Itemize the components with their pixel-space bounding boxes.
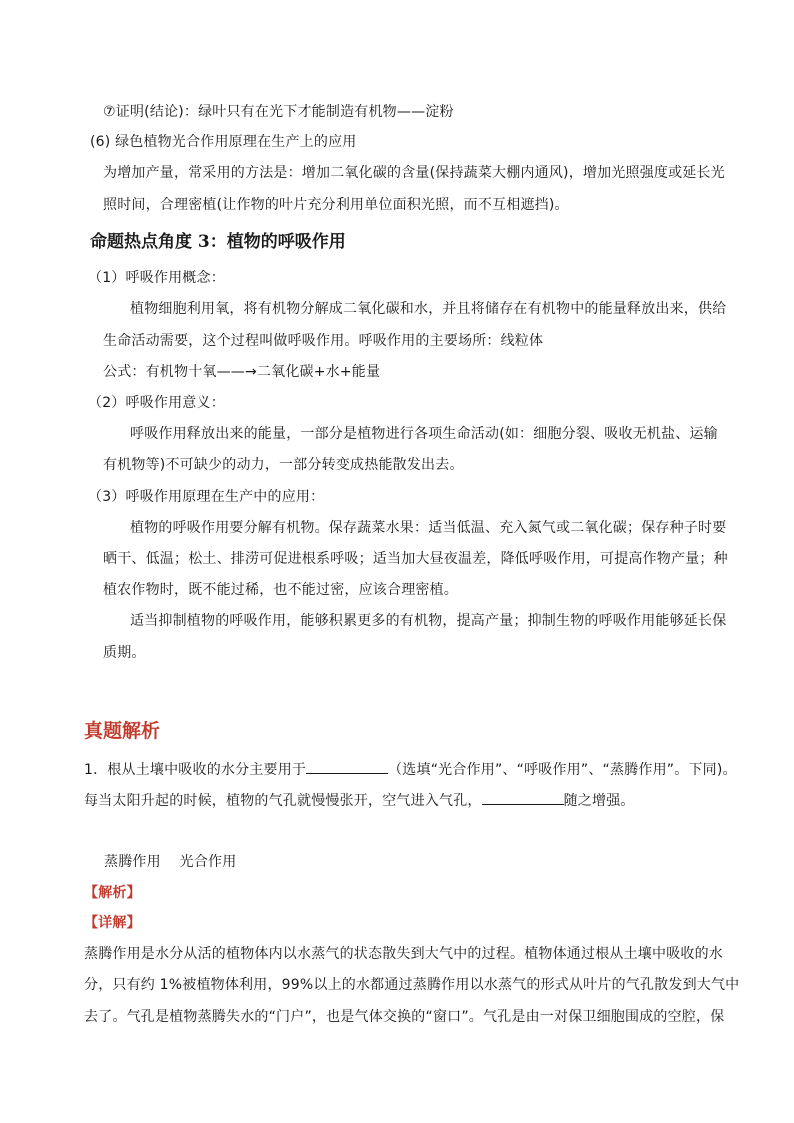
paragraph-line: 晒干、低温；松土、排涝可促进根系呼吸；适当加大昼夜温差，降低呼吸作用，可提高作物产量；种 [103, 551, 728, 567]
question-line [84, 759, 737, 780]
question-text: 每当太阳升起的时候，植物的气孔就慢慢张开，空气进入气孔， [84, 793, 482, 809]
explanation-line: 蒸腾作用是水分从活的植物体内以水蒸气的状态散失到大气中的过程。植物体通过根从土壤中吸收的水 [84, 946, 723, 962]
item-title: （1）呼吸作用概念： [88, 270, 225, 286]
item-title: （2）呼吸作用意义： [88, 395, 225, 411]
paragraph-line: 为增加产量，常采用的方法是：增加二氧化碳的含量(保持蔬菜大棚内通风)，增加光照强度或延长光 [103, 165, 725, 181]
paragraph-line: 呼吸作用释放出来的能量，一部分是植物进行各项生命活动(如：细胞分裂、吸收无机盐、运输 [130, 426, 718, 442]
paragraph-line: 照时间，合理密植(让作物的叶片充分利用单位面积光照，而不互相遮挡)。 [103, 197, 569, 213]
paragraph-line: 质期。 [103, 645, 146, 661]
explanation-line: 去了。气孔是植物蒸腾失水的“门户”，也是气体交换的“窗口”。气孔是由一对保卫细胞围成的空腔，保 [84, 1009, 725, 1025]
analysis-tag: 【解析】 [84, 885, 141, 901]
question-text: 随之增强。 [563, 793, 635, 809]
paragraph-line: 植农作物时，既不能过稀，也不能过密，应该合理密植。 [103, 582, 458, 598]
detail-tag: 【详解】 [84, 915, 141, 931]
paragraph-line: 生命活动需要，这个过程叫做呼吸作用。呼吸作用的主要场所：线粒体 [103, 333, 544, 349]
answer-text: 蒸腾作用 光合作用 [104, 854, 237, 870]
paragraph-line: 植物细胞利用氧，将有机物分解成二氧化碳和水，并且将储存在有机物中的能量释放出来，供给 [130, 301, 727, 317]
paragraph-line: 适当抑制植物的呼吸作用，能够积累更多的有机物，提高产量；抑制生物的呼吸作用能够延长保 [130, 613, 727, 629]
question-line [84, 790, 635, 811]
section-heading: 真题解析 [84, 720, 161, 742]
conclusion-line: ⑦证明(结论)：绿叶只有在光下才能制造有机物——淀粉 [103, 104, 454, 120]
paragraph-line: 植物的呼吸作用要分解有机物。保存蔬菜水果：适当低温、充入氮气或二氧化碳；保存种子时要 [130, 520, 727, 536]
topic-heading: 命题热点角度 3：植物的呼吸作用 [90, 232, 346, 252]
paragraph-line: 有机物等)不可缺少的动力，一部分转变成热能散发出去。 [103, 457, 464, 473]
item-title: （3）呼吸作用原理在生产中的应用： [88, 489, 325, 505]
answer-blank [482, 790, 564, 805]
formula-line: 公式：有机物十氧——→二氧化碳+水+能量 [103, 364, 381, 380]
question-text: （选填“光合作用”、“呼吸作用”、“蒸腾作用”。下同)。 [388, 762, 737, 778]
question-text: 1．根从土壤中吸收的水分主要用于 [84, 762, 307, 778]
subsection-title: (6) 绿色植物光合作用原理在生产上的应用 [90, 134, 357, 150]
answer-blank [306, 759, 388, 774]
explanation-line: 分，只有约 1%被植物体利用，99%以上的水都通过蒸腾作用以水蒸气的形式从叶片的气孔散发到大气中 [84, 977, 740, 993]
